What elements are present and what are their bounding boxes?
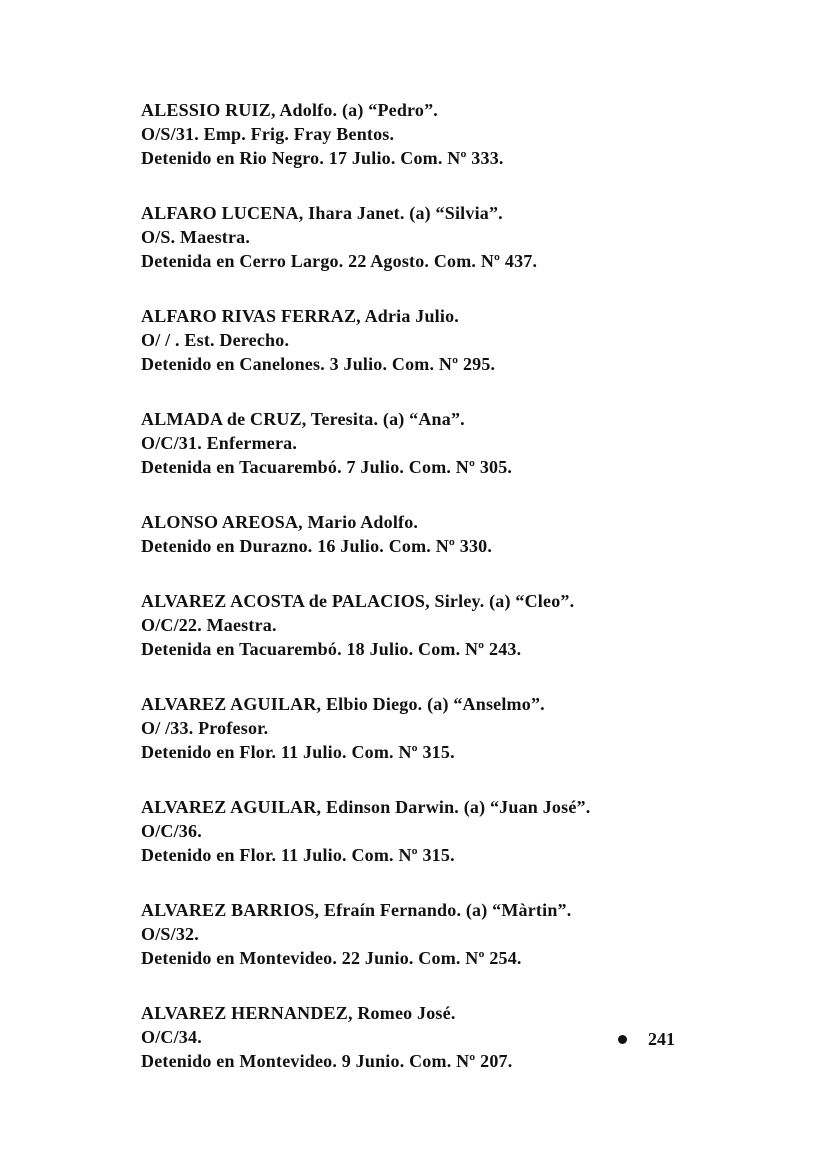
- entry: [141, 407, 761, 479]
- entry-name-line: ALVAREZ AGUILAR, Elbio Diego. (a) “Anselmo”.: [141, 694, 545, 714]
- entry-detention-line: Detenido en Flor. 11 Julio. Com. Nº 315.: [141, 742, 455, 762]
- entry-detention-line: Detenida en Tacuarembó. 7 Julio. Com. Nº 305.: [141, 457, 513, 477]
- entry-name-line: ALVAREZ HERNANDEZ, Romeo José.: [141, 1003, 456, 1023]
- page-number: 241: [648, 1029, 675, 1049]
- entry: [141, 589, 761, 661]
- entry-detail-line: O/C/22. Maestra.: [141, 615, 277, 635]
- entry-name-line: ALVAREZ ACOSTA de PALACIOS, Sirley. (a) “Cleo”.: [141, 591, 575, 611]
- entry-detail-line: O/ /33. Profesor.: [141, 718, 269, 738]
- entry-detention-line: Detenido en Flor. 11 Julio. Com. Nº 315.: [141, 845, 455, 865]
- entry: [141, 510, 761, 558]
- entry-detail-line: O/C/36.: [141, 821, 202, 841]
- entry-detail-line: O/S/32.: [141, 924, 199, 944]
- entry-list: [141, 98, 761, 1104]
- entry-detail-line: O/S. Maestra.: [141, 227, 251, 247]
- entry-detention-line: Detenida en Cerro Largo. 22 Agosto. Com. Nº 437.: [141, 251, 538, 271]
- entry-name-line: ALFARO RIVAS FERRAZ, Adria Julio.: [141, 306, 459, 326]
- entry-detention-line: Detenido en Montevideo. 9 Junio. Com. Nº 207.: [141, 1051, 513, 1071]
- entry-detention-line: Detenida en Tacuarembó. 18 Julio. Com. Nº 243.: [141, 639, 522, 659]
- page-footer: [618, 1027, 675, 1051]
- entry: [141, 898, 761, 970]
- entry: [141, 201, 761, 273]
- entry-name-line: ALMADA de CRUZ, Teresita. (a) “Ana”.: [141, 409, 465, 429]
- entry-name-line: ALONSO AREOSA, Mario Adolfo.: [141, 512, 419, 532]
- entry: [141, 692, 761, 764]
- entry: [141, 98, 761, 170]
- entry-name-line: ALESSIO RUIZ, Adolfo. (a) “Pedro”.: [141, 100, 439, 120]
- entry-detention-line: Detenido en Rio Negro. 17 Julio. Com. Nº 333.: [141, 148, 504, 168]
- entry-detention-line: Detenido en Canelones. 3 Julio. Com. Nº 295.: [141, 354, 496, 374]
- entry-name-line: ALVAREZ AGUILAR, Edinson Darwin. (a) “Juan José”.: [141, 797, 591, 817]
- entry-detention-line: Detenido en Durazno. 16 Julio. Com. Nº 330.: [141, 536, 493, 556]
- entry-name-line: ALVAREZ BARRIOS, Efraín Fernando. (a) “Màrtin”.: [141, 900, 572, 920]
- entry-detail-line: O/C/34.: [141, 1027, 202, 1047]
- entry-detail-line: O/ / . Est. Derecho.: [141, 330, 290, 350]
- entry: [141, 795, 761, 867]
- bullet-icon: [618, 1035, 627, 1044]
- entry-name-line: ALFARO LUCENA, Ihara Janet. (a) “Silvia”.: [141, 203, 503, 223]
- entry-detail-line: O/C/31. Enfermera.: [141, 433, 298, 453]
- entry: [141, 304, 761, 376]
- entry-detail-line: O/S/31. Emp. Frig. Fray Bentos.: [141, 124, 395, 144]
- entry-detention-line: Detenido en Montevideo. 22 Junio. Com. Nº 254.: [141, 948, 522, 968]
